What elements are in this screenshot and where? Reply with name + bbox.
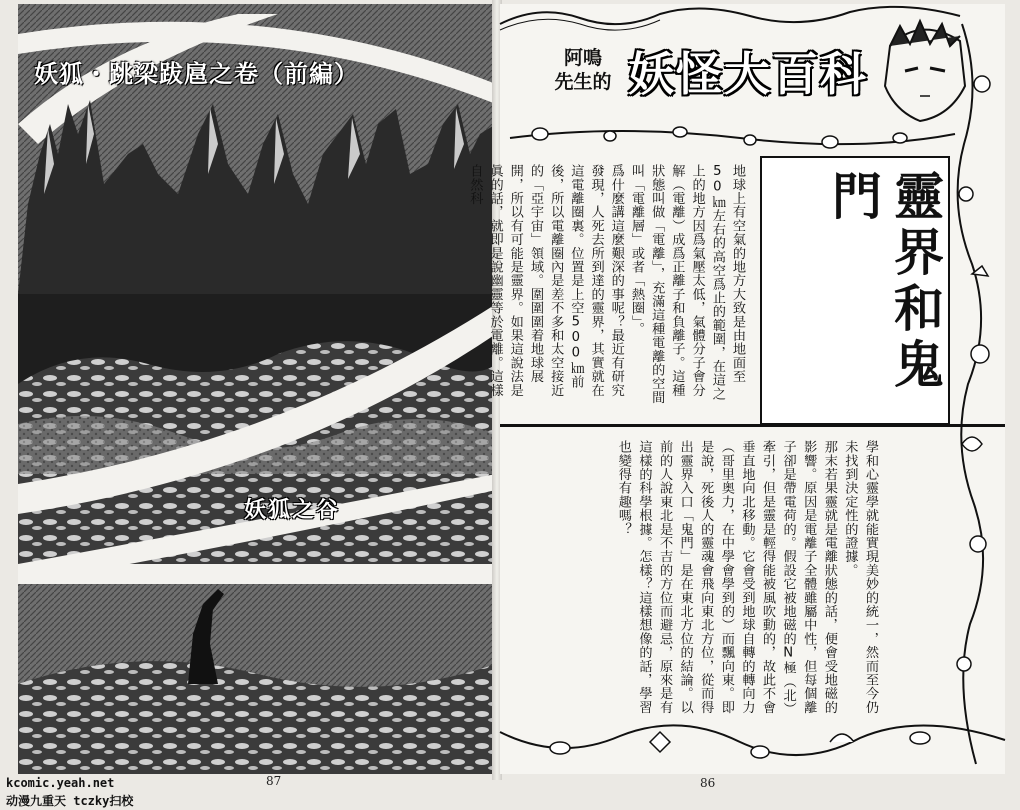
section-title-box	[760, 156, 950, 425]
lower-paragraph-1: 學和心靈學就能實現美妙的統一，然而至今仍未找到決定性的證據。	[842, 440, 878, 714]
section-divider	[500, 424, 1005, 427]
chapter-title: 妖狐・跳梁跋扈之卷（前編）	[34, 59, 359, 88]
upper-paragraph-1: 地球上有空氣的地方大致是由地面至50㎞左右的高空爲止的範圍，在這之上的地方因爲氣壓太低，氣體分子會分解（電離）成爲正離子和負離子。這種狀態叫做「電離」，充滿這種電離的空間叫「電離層」或者「熱圈」。	[628, 164, 745, 404]
decorative-bottom-border	[500, 712, 1005, 774]
upper-body-text	[467, 164, 747, 404]
header-byline	[548, 46, 618, 94]
column-header	[530, 16, 920, 126]
left-page	[18, 4, 496, 774]
upper-paragraph-2: 爲什麼講這麼艱深的事呢？最近有研究發現，人死去所到達的靈界，其實就在這電離圈裏。位置是上空500㎞前後，所以電離圈內是差不多和太空接近的「亞宇宙」領域。圍圍圍着地球展開，所以有可能是靈界。如果這說法是眞的話，就即是說幽靈等於電離。這樣自然科	[467, 164, 624, 397]
header-title: 妖怪大百科	[628, 47, 868, 101]
lower-paragraph-2: 那末若果靈就是電離狀態的話，便會受地磁的影響。原因是電離子全體雖屬中性，但每個離子卻是帶電荷的。假設它被地磁的N極（北）牽引，但是靈是輕得能被風吹動的，故此不會垂直地向北移動。它會受到地球自轉的轉向力（哥里奥力，在中學會學到的）而飄向東。即是說，死後人的靈魂會飛向東北方位，從而得出靈界入口「鬼門」是在東北方位的結論。以前的人說東北是不吉的方位而避忌，原來是有這樣的科學根據。怎樣？這樣想像的話，學習也變得有趣嗎？	[615, 440, 837, 716]
scan-credit-group: 动漫九重天 tczky扫校	[6, 794, 134, 808]
scan-credit-url: kcomic.yeah.net	[6, 776, 115, 790]
decorative-side-border	[952, 24, 998, 764]
lower-body-text	[530, 440, 880, 716]
decorative-bone-band	[500, 120, 960, 156]
header-byline-line1: 阿鳴	[563, 47, 602, 69]
section-title: 靈界和鬼門	[824, 170, 945, 394]
location-caption: 妖狐之谷	[244, 498, 341, 523]
right-page-number: 86	[700, 776, 716, 790]
left-page-number: 87	[266, 774, 282, 788]
header-byline-line2: 先生的	[554, 71, 612, 93]
right-page	[467, 4, 1005, 774]
mountain-valley-illustration	[18, 4, 496, 774]
